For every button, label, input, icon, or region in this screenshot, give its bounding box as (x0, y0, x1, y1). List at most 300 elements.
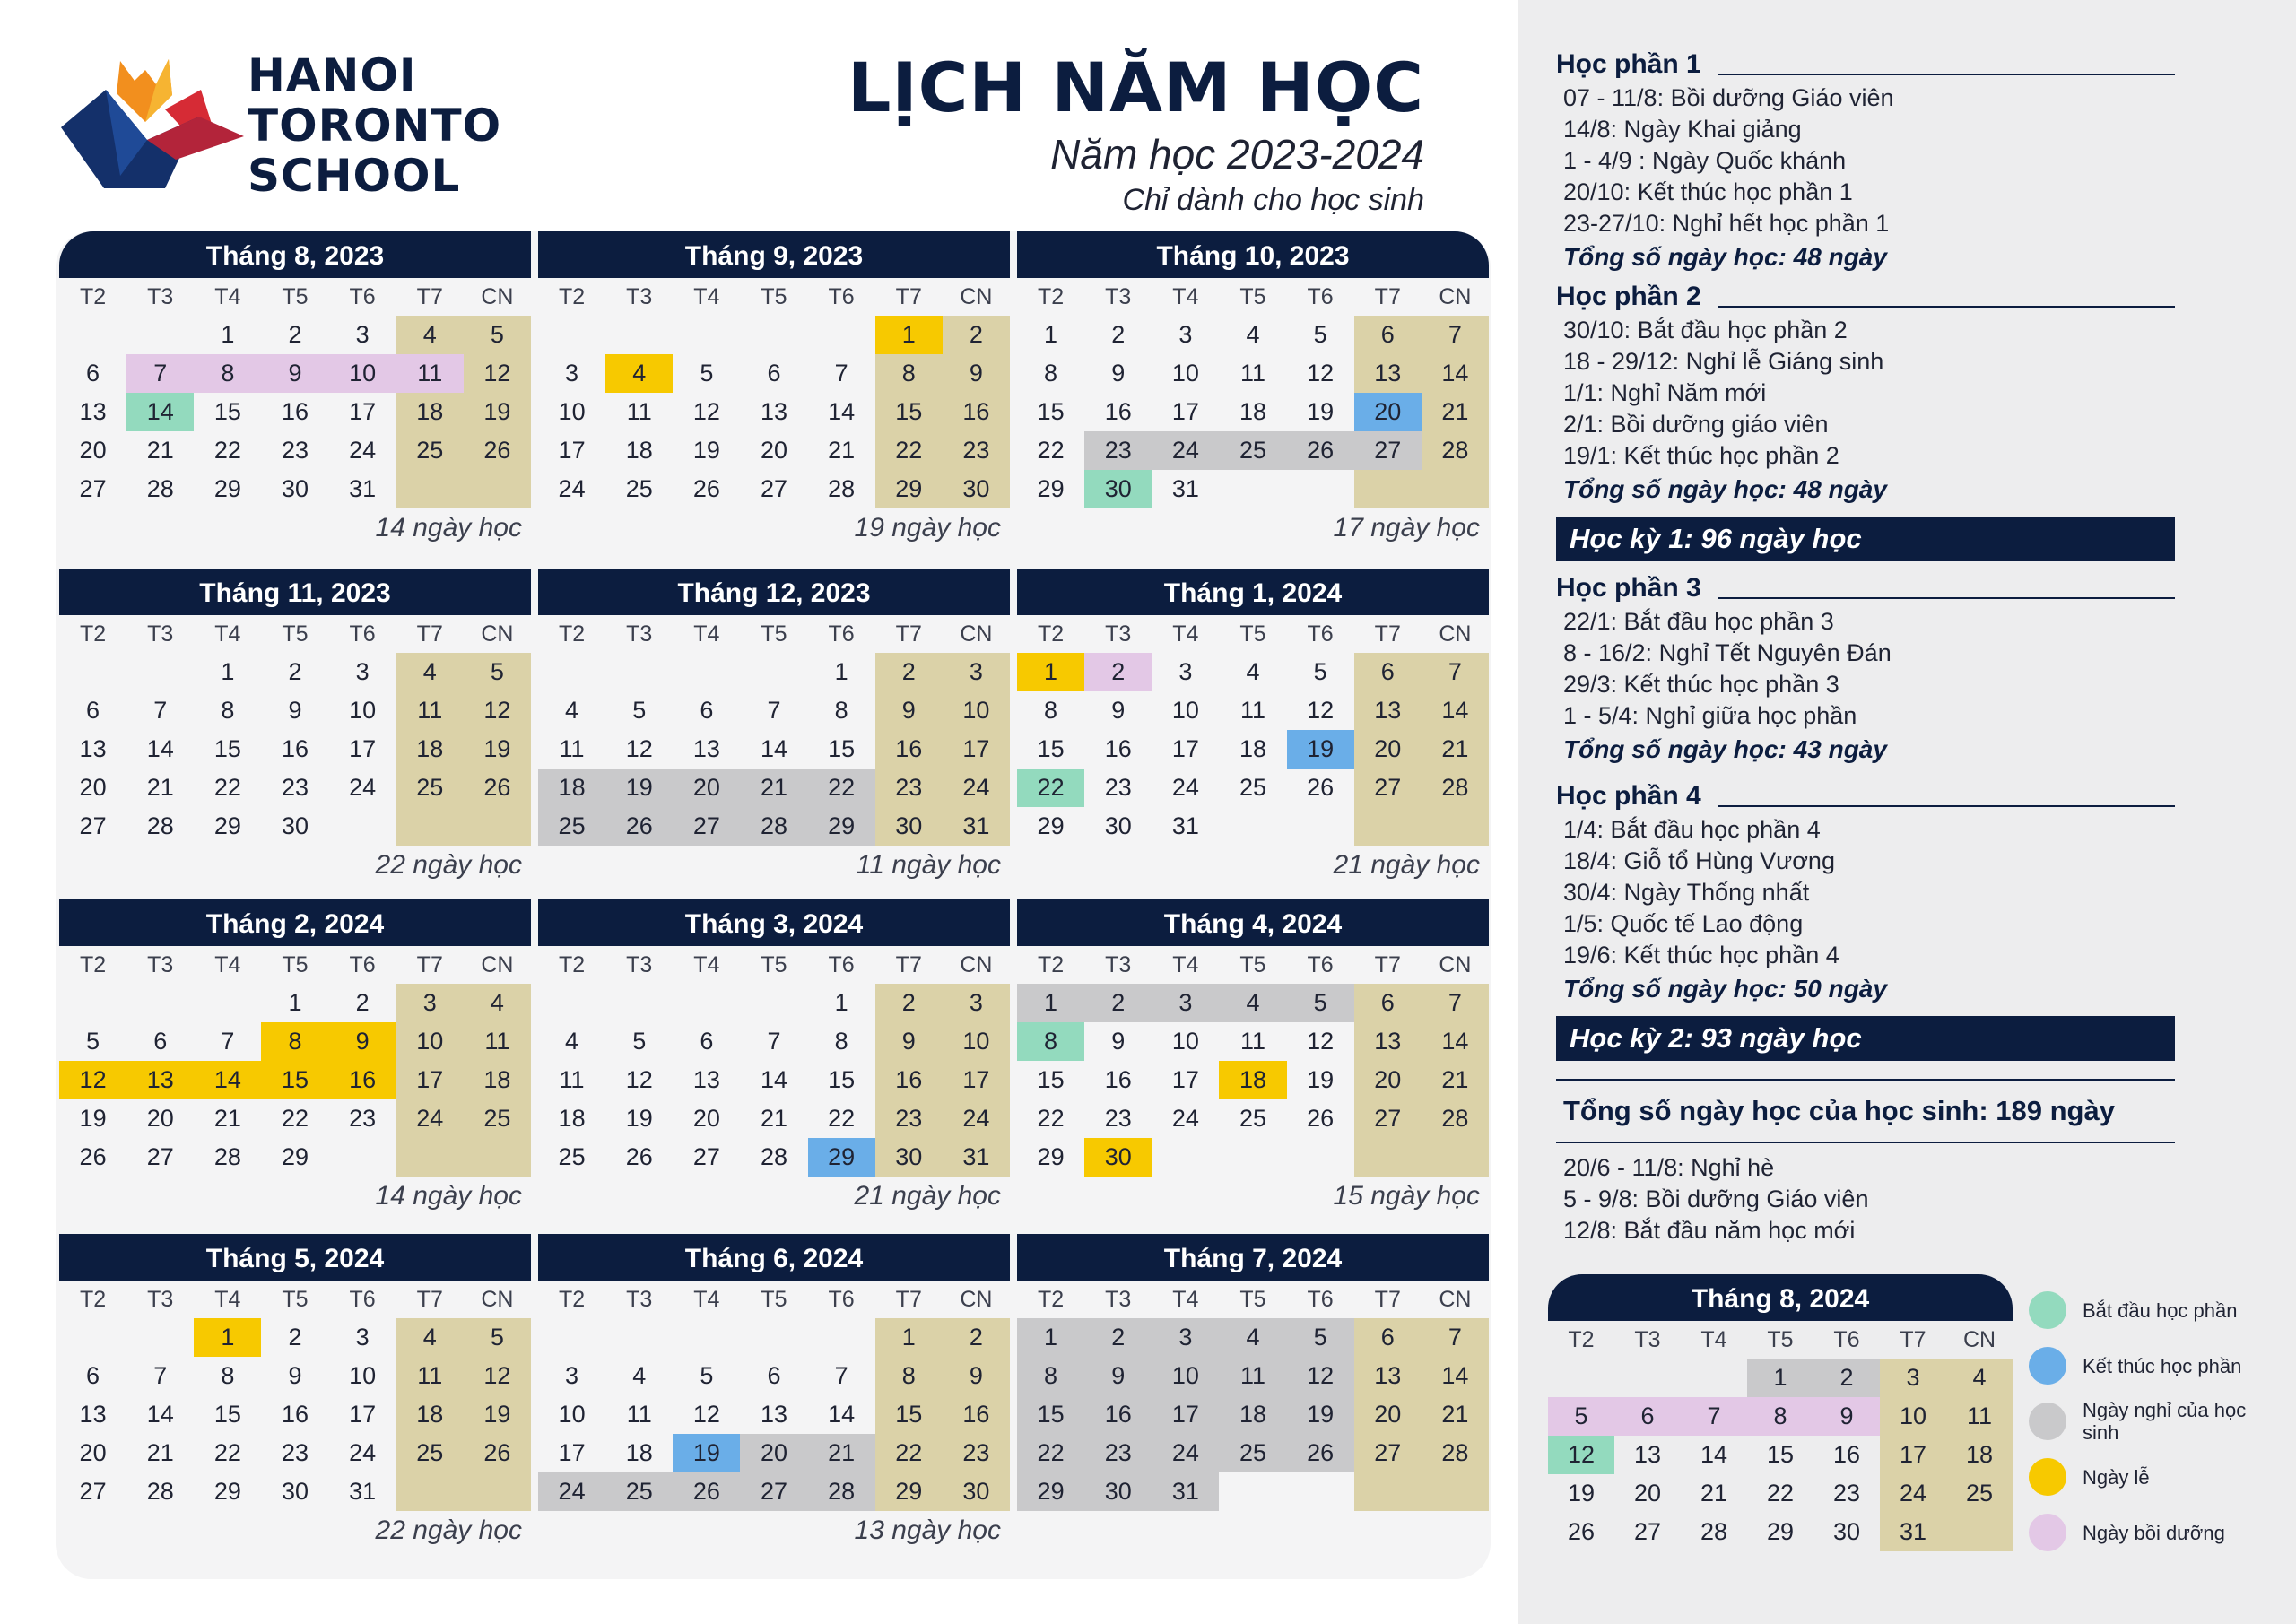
list-item: 18/4: Giỗ tổ Hùng Vương (1563, 847, 1835, 874)
day-cell: 25 (558, 1143, 586, 1170)
day-cell: 13 (79, 1401, 107, 1428)
month-summary: 14 ngày học (375, 513, 522, 543)
empty-cell (396, 470, 464, 508)
day-cell: 14 (828, 1401, 856, 1428)
day-cell: 11 (1239, 697, 1265, 724)
day-cell: 4 (632, 1362, 647, 1389)
empty-cell (673, 984, 740, 1022)
legend-item-training: Ngày bồi dưỡng (2029, 1505, 2289, 1560)
day-cell: 17 (349, 398, 377, 425)
day-cell: 11 (559, 735, 585, 762)
day-cell: 27 (79, 475, 107, 502)
empty-cell (538, 1318, 605, 1357)
weekday-label: T7 (1900, 1326, 1926, 1352)
day-cell: 3 (1880, 1359, 1946, 1397)
day-cell: 30 (1832, 1518, 1861, 1545)
day-cell: 21 (213, 1105, 241, 1132)
weekday-header (538, 1281, 1010, 1318)
calendar-august-2024 (1548, 1274, 2013, 1551)
day-cell: 5 (86, 1028, 100, 1055)
day-cell: 18 (464, 1061, 531, 1099)
day-cell: 5 (1287, 1318, 1354, 1357)
empty-cell (1946, 1513, 2013, 1551)
day-cell: 2 (288, 321, 302, 348)
day-cell: 12 (625, 735, 653, 762)
day-cell: 1 (834, 989, 848, 1016)
day-cell: 31 (1171, 812, 1199, 839)
day-cell: 14 (1422, 354, 1489, 393)
list-item: 12/8: Bắt đầu năm học mới (1563, 1217, 1856, 1244)
weekday-label: T5 (282, 621, 309, 647)
weekday-label: T7 (416, 621, 443, 647)
day-cell: 22 (1037, 1105, 1065, 1132)
day-cell: 13 (692, 735, 720, 762)
day-cell: 9 (288, 1362, 302, 1389)
day-cell: 2 (943, 1318, 1010, 1357)
weekday-label: T2 (79, 951, 107, 977)
day-cell: 12 (692, 1401, 720, 1428)
schedule-info (1556, 47, 2175, 1246)
weekday-label: T6 (1307, 283, 1334, 309)
day-cell: 4 (1946, 1359, 2013, 1397)
weekday-header (59, 615, 531, 653)
day-cell: 6 (1614, 1397, 1681, 1436)
empty-cell (329, 1138, 396, 1177)
month-summary: 19 ngày học (854, 513, 1001, 543)
day-cell: 1 (288, 989, 302, 1016)
day-cell: 28 (808, 1472, 875, 1511)
day-cell: 22 (281, 1105, 309, 1132)
day-cell: 15 (828, 1066, 856, 1093)
day-cell: 26 (79, 1143, 107, 1170)
day-cell: 9 (875, 1022, 943, 1061)
calendar-month (1017, 231, 1489, 546)
day-cell: 20 (673, 769, 740, 807)
month-title: Tháng 5, 2024 (59, 1234, 531, 1281)
month-title: Tháng 8, 2024 (1548, 1274, 2013, 1321)
weekday-label: T4 (1172, 283, 1199, 309)
weekday-label: T4 (693, 1286, 720, 1312)
empty-cell (673, 316, 740, 354)
day-cell: 5 (700, 1362, 714, 1389)
empty-cell (673, 653, 740, 691)
day-cell: 17 (349, 735, 377, 762)
weekday-label: T6 (349, 621, 376, 647)
day-cell: 16 (943, 393, 1010, 431)
day-cell: 16 (329, 1061, 396, 1099)
list-item: 5 - 9/8: Bồi dưỡng Giáo viên (1563, 1185, 1869, 1212)
day-cell: 26 (1287, 1434, 1354, 1472)
day-cell: 14 (828, 398, 856, 425)
day-cell: 21 (146, 1439, 174, 1466)
empty-cell (1422, 807, 1489, 846)
day-cell: 17 (943, 730, 1010, 769)
day-cell: 9 (1111, 697, 1126, 724)
day-cell: 16 (1104, 1066, 1132, 1093)
day-cell: 21 (740, 769, 807, 807)
empty-cell (538, 653, 605, 691)
weekday-label: CN (1439, 621, 1472, 647)
weekday-label: T5 (282, 951, 309, 977)
weekday-label: T7 (1374, 621, 1401, 647)
day-cell: 31 (943, 1138, 1010, 1177)
day-cell: 9 (1084, 1357, 1152, 1395)
empty-cell (464, 470, 531, 508)
day-cell: 14 (194, 1061, 261, 1099)
weekday-label: T6 (828, 283, 855, 309)
day-cell: 17 (1152, 1395, 1219, 1434)
day-cell: 25 (1239, 1105, 1267, 1132)
day-cell: 30 (1084, 1472, 1152, 1511)
day-cell: 20 (146, 1105, 174, 1132)
day-cell: 8 (834, 1028, 848, 1055)
weekday-label: T5 (1239, 283, 1266, 309)
list-item: 29/3: Kết thúc học phần 3 (1563, 671, 1839, 698)
day-cell: 28 (1700, 1518, 1728, 1545)
day-cell: 15 (213, 1401, 241, 1428)
day-cell: 24 (396, 1099, 464, 1138)
day-cell: 11 (396, 691, 464, 730)
day-cell: 5 (1313, 321, 1327, 348)
day-cell: 3 (1152, 984, 1219, 1022)
day-grid (538, 1318, 1010, 1511)
day-cell: 6 (86, 1362, 100, 1389)
list-item: 1 - 4/9 : Ngày Quốc khánh (1563, 147, 1847, 174)
day-cell: 24 (1171, 774, 1199, 801)
day-cell: 20 (740, 1434, 807, 1472)
day-grid (538, 316, 1010, 508)
empty-cell (1422, 1138, 1489, 1177)
day-cell: 28 (1422, 1434, 1489, 1472)
day-cell: 15 (213, 398, 241, 425)
day-cell: 10 (558, 398, 586, 425)
day-cell: 11 (396, 1357, 464, 1395)
day-cell: 21 (1700, 1480, 1728, 1507)
day-cell: 9 (1111, 1028, 1126, 1055)
day-cell: 1 (1747, 1359, 1813, 1397)
day-cell: 14 (146, 1401, 174, 1428)
day-cell: 12 (1307, 697, 1335, 724)
empty-cell (464, 807, 531, 846)
day-cell: 30 (281, 812, 309, 839)
day-cell: 8 (875, 354, 943, 393)
day-cell: 25 (1219, 431, 1286, 470)
legend-dot (2029, 1291, 2066, 1329)
day-cell: 1 (834, 658, 848, 685)
list-item: 8 - 16/2: Nghỉ Tết Nguyên Đán (1563, 639, 1892, 666)
day-cell: 7 (834, 1362, 848, 1389)
day-cell: 20 (79, 437, 107, 464)
day-cell: 29 (1037, 475, 1065, 502)
day-cell: 31 (349, 1478, 377, 1505)
day-cell: 26 (464, 1434, 531, 1472)
empty-cell (1354, 470, 1422, 508)
day-cell: 9 (875, 691, 943, 730)
empty-cell (1548, 1359, 1614, 1397)
day-cell: 4 (605, 354, 673, 393)
weekday-label: T5 (282, 283, 309, 309)
day-cell: 29 (1017, 1472, 1084, 1511)
day-cell: 16 (875, 1061, 943, 1099)
empty-cell (1354, 807, 1422, 846)
day-cell: 6 (1354, 984, 1422, 1022)
weekday-label: T3 (1105, 951, 1132, 977)
day-cell: 7 (1422, 984, 1489, 1022)
day-cell: 27 (1633, 1518, 1662, 1545)
day-cell: 4 (565, 1028, 579, 1055)
day-cell: 18 (396, 730, 464, 769)
day-cell: 2 (288, 1324, 302, 1350)
legend-dot (2029, 1347, 2066, 1385)
list-item: 20/10: Kết thúc học phần 1 (1563, 178, 1853, 205)
list-item: 19/1: Kết thúc học phần 2 (1563, 442, 1839, 469)
day-cell: 25 (464, 1099, 531, 1138)
day-cell: 7 (126, 354, 194, 393)
day-cell: 7 (834, 360, 848, 386)
day-cell: 21 (808, 1434, 875, 1472)
day-grid (59, 1318, 531, 1511)
day-cell: 24 (558, 475, 586, 502)
day-cell: 24 (349, 437, 377, 464)
weekday-label: CN (960, 1286, 993, 1312)
day-cell: 22 (828, 1105, 856, 1132)
day-cell: 11 (464, 1022, 531, 1061)
weekday-label: T2 (1037, 283, 1065, 309)
day-cell: 17 (558, 1439, 586, 1466)
day-cell: 28 (1422, 769, 1489, 807)
day-cell: 7 (221, 1028, 235, 1055)
day-cell: 28 (146, 1478, 174, 1505)
day-cell: 12 (1307, 1028, 1335, 1055)
weekday-label: CN (1439, 951, 1472, 977)
day-cell: 3 (396, 984, 464, 1022)
day-cell: 23 (349, 1105, 377, 1132)
weekday-label: CN (960, 621, 993, 647)
weekday-label: T5 (761, 951, 787, 977)
school-name-line1: HANOI (248, 49, 417, 101)
day-cell: 11 (626, 398, 652, 425)
day-cell: 7 (1422, 653, 1489, 691)
weekday-label: T4 (1172, 621, 1199, 647)
legend-item-holiday: Ngày lễ (2029, 1449, 2289, 1505)
day-cell: 9 (1813, 1397, 1880, 1436)
day-cell: 17 (1880, 1436, 1946, 1474)
weekday-label: T6 (349, 1286, 376, 1312)
day-cell: 25 (538, 807, 605, 846)
hp4-title: Học phần 4 (1556, 778, 2175, 814)
day-cell: 22 (875, 1434, 943, 1472)
day-cell: 20 (79, 1439, 107, 1466)
empty-cell (605, 653, 673, 691)
day-cell: 30 (875, 1138, 943, 1177)
weekday-label: T6 (349, 951, 376, 977)
day-cell: 5 (1313, 658, 1327, 685)
day-cell: 15 (261, 1061, 328, 1099)
list-item: 1/4: Bắt đầu học phần 4 (1563, 816, 1821, 843)
empty-cell (1287, 470, 1354, 508)
weekday-label: T5 (761, 283, 787, 309)
day-cell: 13 (1354, 354, 1422, 393)
day-cell: 25 (625, 475, 653, 502)
day-cell: 21 (1422, 730, 1489, 769)
day-cell: 31 (1171, 475, 1199, 502)
day-cell: 8 (221, 1362, 235, 1389)
month-title: Tháng 1, 2024 (1017, 569, 1489, 615)
day-cell: 14 (1422, 1022, 1489, 1061)
weekday-label: T3 (1105, 621, 1132, 647)
day-cell: 24 (1152, 431, 1219, 470)
empty-cell (1219, 470, 1286, 508)
weekday-label: T4 (1172, 951, 1199, 977)
day-cell: 13 (1354, 1022, 1422, 1061)
weekday-label: T6 (828, 621, 855, 647)
day-cell: 1 (1017, 653, 1084, 691)
empty-cell (329, 807, 396, 846)
day-cell: 29 (1037, 812, 1065, 839)
empty-cell (740, 653, 807, 691)
day-cell: 22 (213, 774, 241, 801)
day-cell: 3 (1178, 658, 1193, 685)
weekday-label: T3 (147, 951, 174, 977)
hp3-title: Học phần 3 (1556, 570, 2175, 606)
day-cell: 5 (1548, 1397, 1614, 1436)
day-cell: 27 (1354, 431, 1422, 470)
day-cell: 7 (1422, 316, 1489, 354)
weekday-label: T6 (349, 283, 376, 309)
day-cell: 23 (1084, 1434, 1152, 1472)
day-cell: 19 (673, 1434, 740, 1472)
weekday-label: T4 (1700, 1326, 1727, 1352)
empty-cell (126, 1318, 194, 1357)
day-cell: 1 (1017, 1318, 1084, 1357)
month-title: Tháng 3, 2024 (538, 899, 1010, 946)
weekday-label: T5 (1239, 951, 1266, 977)
day-grid (1017, 984, 1489, 1177)
weekday-header (1017, 946, 1489, 984)
empty-cell (605, 984, 673, 1022)
day-cell: 16 (1832, 1441, 1861, 1468)
day-cell: 21 (1422, 1395, 1489, 1434)
day-cell: 8 (221, 697, 235, 724)
day-cell: 6 (700, 697, 714, 724)
month-title: Tháng 6, 2024 (538, 1234, 1010, 1281)
weekday-label: T7 (895, 621, 922, 647)
weekday-label: T3 (626, 951, 653, 977)
weekday-header (59, 1281, 531, 1318)
day-grid (59, 653, 531, 846)
hp2-items (1556, 315, 2175, 472)
empty-cell (808, 316, 875, 354)
weekday-label: CN (481, 621, 514, 647)
weekday-label: T2 (1037, 951, 1065, 977)
empty-cell (396, 1472, 464, 1511)
day-cell: 27 (692, 1143, 720, 1170)
weekday-label: T7 (895, 951, 922, 977)
weekday-header (1017, 278, 1489, 316)
day-cell: 6 (86, 360, 100, 386)
day-cell: 3 (1178, 321, 1193, 348)
day-cell: 8 (1017, 1357, 1084, 1395)
day-cell: 8 (1044, 360, 1058, 386)
list-item: 1/5: Quốc tế Lao động (1563, 910, 1804, 937)
list-item: 07 - 11/8: Bồi dưỡng Giáo viên (1563, 84, 1894, 111)
day-cell: 21 (146, 774, 174, 801)
weekday-label: T6 (1307, 951, 1334, 977)
day-cell: 26 (1567, 1518, 1596, 1545)
weekday-label: CN (481, 951, 514, 977)
day-cell: 9 (1111, 360, 1126, 386)
day-cell: 11 (1946, 1397, 2013, 1436)
day-cell: 2 (1084, 984, 1152, 1022)
day-cell: 23 (281, 1439, 309, 1466)
day-cell: 10 (349, 697, 377, 724)
day-cell: 28 (1422, 1099, 1489, 1138)
day-cell: 23 (1084, 431, 1152, 470)
day-cell: 19 (79, 1105, 107, 1132)
day-cell: 1 (221, 321, 235, 348)
day-cell: 25 (605, 1472, 673, 1511)
day-cell: 19 (605, 769, 673, 807)
day-cell: 16 (281, 735, 309, 762)
day-cell: 15 (1037, 1066, 1065, 1093)
day-cell: 9 (943, 354, 1010, 393)
legend-item-end: Kết thúc học phần (2029, 1338, 2289, 1394)
weekday-label: T2 (558, 283, 586, 309)
legend-item-off: Ngày nghỉ của học sinh (2029, 1394, 2289, 1449)
audience-note: Chỉ dành cho học sinh (1122, 183, 1424, 217)
day-cell: 19 (1307, 398, 1335, 425)
day-cell: 3 (355, 1324, 370, 1350)
hp1-items (1556, 83, 2175, 239)
month-summary: 17 ngày học (1333, 513, 1480, 543)
day-cell: 6 (767, 360, 781, 386)
day-cell: 19 (625, 1105, 653, 1132)
weekday-label: T3 (147, 283, 174, 309)
legend-dot (2029, 1514, 2066, 1551)
calendar-month (1017, 569, 1489, 883)
empty-cell (538, 984, 605, 1022)
empty-cell (59, 984, 126, 1022)
day-cell: 10 (396, 1022, 464, 1061)
weekday-label: T3 (1105, 283, 1132, 309)
day-cell: 23 (875, 769, 943, 807)
month-summary: 22 ngày học (375, 1515, 522, 1545)
empty-cell (605, 1318, 673, 1357)
day-cell: 11 (1239, 1028, 1265, 1055)
weekday-label: CN (481, 283, 514, 309)
day-cell: 6 (700, 1028, 714, 1055)
day-cell: 8 (1017, 1022, 1084, 1061)
day-cell: 2 (875, 984, 943, 1022)
weekday-label: CN (1439, 283, 1472, 309)
day-cell: 29 (1766, 1518, 1795, 1545)
day-cell: 26 (1307, 774, 1335, 801)
legend-item-start: Bắt đầu học phần (2029, 1282, 2289, 1338)
day-cell: 6 (1354, 1318, 1422, 1357)
day-cell: 20 (692, 1105, 720, 1132)
day-cell: 12 (625, 1066, 653, 1093)
day-cell: 4 (396, 1318, 464, 1357)
list-item: 1/1: Nghỉ Năm mới (1563, 379, 1767, 406)
day-cell: 14 (126, 393, 194, 431)
day-grid (59, 316, 531, 508)
day-cell: 8 (1747, 1397, 1813, 1436)
empty-cell (1219, 1472, 1286, 1511)
day-grid (538, 984, 1010, 1177)
month-title: Tháng 11, 2023 (59, 569, 531, 615)
day-cell: 19 (1567, 1480, 1596, 1507)
day-cell: 27 (1354, 769, 1422, 807)
